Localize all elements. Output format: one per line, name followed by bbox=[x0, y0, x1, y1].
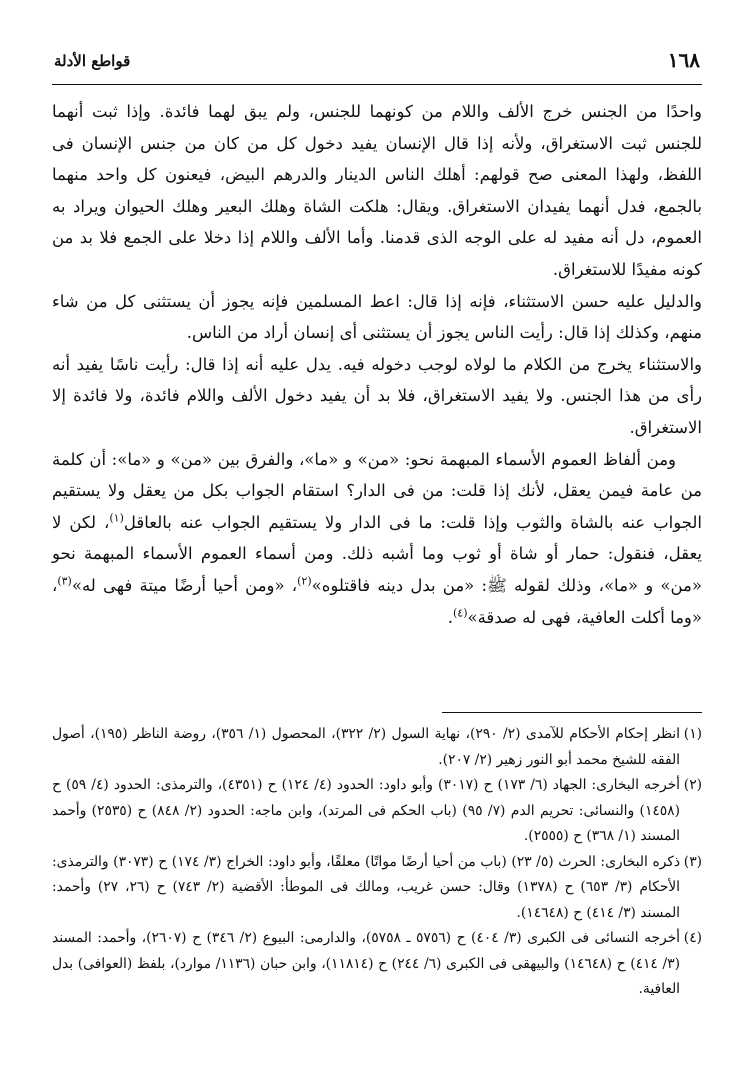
footnote-separator bbox=[442, 712, 702, 713]
page-number: ١٦٨ bbox=[667, 48, 700, 72]
paragraph-4-text: . bbox=[447, 607, 453, 627]
footnote-ref-1: (١) bbox=[109, 511, 124, 525]
main-text bbox=[52, 96, 702, 633]
footnotes bbox=[52, 722, 702, 1003]
paragraph-4-text: ، «ومن أحيا أرضًا ميتة فهى له» bbox=[71, 575, 298, 595]
footnote-3 bbox=[52, 850, 702, 927]
book-page bbox=[52, 44, 702, 1054]
footnote-text: ذكره البخارى: الحرث (٥/ ٢٣) (باب من أحيا أرضًا مواتًا) معلقًا، وأبو داود: الخراج (٣/ ١٧٤) ح (٣٠٧٣) والترمذى: الأحكام (٣/ ٦٥٣) ح (١٣٧٨) وقال: حسن غريب، ومالك فى الموطأ: الأقضية (٢/ ٧٤٣) ح (٢٦، ٢٧) وأحمد: المسند (٣/ ٤١٤) ح (١٤٦٤٨). bbox=[52, 853, 681, 921]
paragraph-4 bbox=[52, 444, 702, 634]
footnote-text: أخرجه البخارى: الجهاد (٦/ ١٧٣) ح (٣٠١٧) وأبو داود: الحدود (٤/ ١٢٤) ح (٤٣٥١)، والترمذى: الحدود (٤/ ٥٩) ح (١٤٥٨) والنسائى: تحريم الدم (٧/ ٩٥) (باب الحكم فى المرتد)، وابن ماجه: الحدود (٢/ ٨٤٨) ح (٢٥٣٥) وأحمد المسند (١/ ٣٦٨) ح (٢٥٥٥). bbox=[52, 777, 680, 844]
paragraph-3: والاستثناء يخرج من الكلام ما لولاه لوجب دخوله فيه. يدل عليه أنه إذا قال: رأيت ناسًا يفيد أنه رأى من هذا الجنس. ولا يفيد الاستغراق، فلا بد أن يفيد دخول الألف واللام فائدة، ولا فائدة إلا الاستغراق. bbox=[52, 354, 702, 437]
running-title: قواطع الأدلة bbox=[54, 52, 131, 70]
paragraph-2: والدليل عليه حسن الاستثناء، فإنه إذا قال: اعط المسلمين فإنه يجوز أن يستثنى كل من شاء منهم، وكذلك إذا قال: رأيت الناس يجوز أن يستثنى أى إنسان أراد من الناس. bbox=[52, 291, 702, 343]
footnote-2 bbox=[52, 773, 702, 850]
footnote-text: انظر إحكام الأحكام للآمدى (٢/ ٢٩٠)، نهاية السول (٢/ ٣٢٢)، المحصول (١/ ٣٥٦)، روضة الناظر (١٩٥)، أصول الفقه للشيخ محمد أبو النور زهير (٢/ ٢٠٧). bbox=[52, 726, 680, 768]
paragraph-1: واحدًا من الجنس خرج الألف واللام من كونهما للجنس، ولم يبق لهما فائدة. وإذا ثبت أنهما للجنس ثبت الاستغراق، ولأنه إذا قال الإنسان يفيد دخول كل من كان من جنس الإنسان فى اللفظ، ولهذا المعنى صح قولهم: أهلك الناس الدينار والدرهم البيض، فيعنون كل واحد منهما بالجمع، فدل أنهما يفيدان الاستغراق. ويقال: هلكت الشاة وهلك البعير وهلك الحيوان ويراد به العموم، دل أنه مفيد له على الوجه الذى قدمنا. وأما الألف واللام إذا دخلا على الجمع فلا بد من كونه مفيدًا للاستغراق. bbox=[52, 102, 702, 279]
footnote-1 bbox=[52, 722, 702, 773]
footnote-number: (٣) bbox=[683, 853, 702, 870]
footnote-number: (٢) bbox=[683, 777, 702, 793]
page-header bbox=[52, 44, 702, 85]
footnote-ref-3: (٣) bbox=[57, 574, 72, 588]
paragraph-4-text: ومن ألفاظ العموم الأسماء المبهمة نحو: «من» و «ما»، والفرق بين «من» و «ما»: أن كلمة من عامة فيمن يعقل، لأنك إذا قلت: من فى الدار؟ استقام الجواب بكل من يعقل ولا يستقيم الجواب عنه بالشاة والثوب وإذا قلت: ما فى الدار ولا يستقيم الجواب عنه بالعاقل bbox=[52, 449, 703, 532]
footnote-number: (١) bbox=[683, 726, 702, 742]
footnote-ref-2: (٢) bbox=[297, 574, 312, 588]
footnote-number: (٤) bbox=[683, 930, 702, 946]
paragraph-4-text: ، «وما أكلت العافية، فهى له صدقة» bbox=[52, 575, 702, 627]
footnote-4 bbox=[52, 926, 702, 1003]
paragraph-4-text: ، لكن لا يعقل، فنقول: حمار أو شاة أو ثوب وما أشبه ذلك. ومن أسماء العموم الأسماء المبهمة نحو «من» و «ما»، وذلك لقوله ﷺ: «من بدل دينه فاقتلوه» bbox=[52, 512, 702, 595]
footnote-text: أخرجه النسائى فى الكبرى (٣/ ٤٠٤) ح (٥٧٥٦ ـ ٥٧٥٨)، والدارمى: البيوع (٢/ ٣٤٦) ح (٢٦٠٧)، وأحمد: المسند (٣/ ٤١٤) ح (١٤٦٤٨) والبيهقى فى الكبرى (٦/ ٢٤٤) ح (١١٨١٤)، وابن حبان (١١٣٦/ موارد)، بلفظ (العوافى) بدل العافية. bbox=[52, 930, 680, 997]
footnote-ref-4: (٤) bbox=[452, 606, 468, 619]
